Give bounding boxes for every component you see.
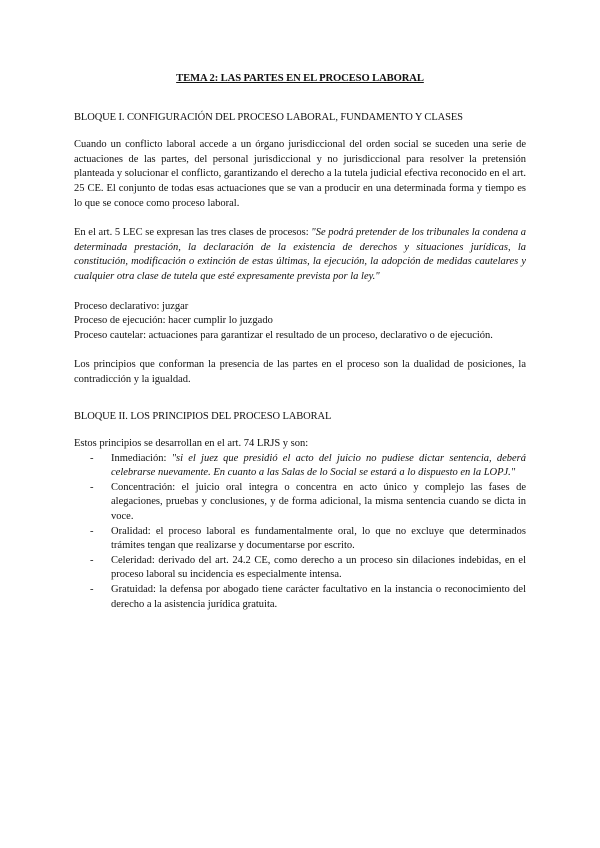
list-item [74, 554, 526, 583]
spacer [74, 343, 526, 358]
list-item [74, 583, 526, 612]
bullet-dash: - [90, 554, 94, 566]
principle-label: Inmediación: [111, 452, 172, 464]
process-type-line: Proceso de ejecución: hacer cumplir lo juzgado [74, 315, 273, 327]
bullet-dash: - [90, 481, 94, 493]
principle-quote: "si el juez que presidió el acto del juicio no pudiese dictar sentencia, deberá celebrarse nuevamente. En cuanto a las Salas de lo Social se estará a lo dispuesto en la LOPJ." [111, 452, 527, 479]
paragraph-principios-partes: Los principios que conforman la presencia de las partes en el proceso son la dualidad de posiciones, la contradicción y la igualdad. [74, 359, 526, 385]
list-item [74, 525, 526, 554]
paragraph-art-5-intro: En el art. 5 LEC se expresan las tres clases de procesos: [74, 227, 312, 239]
bullet-dash: - [90, 452, 94, 464]
principles-list [74, 452, 526, 613]
principles-intro: Estos principios se desarrollan en el art. 74 LRJS y son: [74, 438, 309, 450]
principle-label: Concentración: [111, 481, 182, 493]
principle-label: Celeridad: [111, 554, 159, 566]
paragraph-art-5-lec [74, 226, 526, 284]
process-types-list [74, 300, 526, 344]
list-item [74, 452, 526, 481]
process-type-line: Proceso declarativo: juzgar [74, 300, 189, 312]
bullet-dash: - [90, 584, 94, 596]
list-item [74, 481, 526, 525]
section-heading-bloque-1: BLOQUE I. CONFIGURACIÓN DEL PROCESO LABORAL, FUNDAMENTO Y CLASES [74, 111, 463, 123]
principle-label: Oralidad: [111, 525, 156, 537]
quote-art-5-lec: "Se podrá pretender de los tribunales la condena a determinada prestación, la declaración de la existencia de derechos y situaciones jurídicas, la constitución, modificación o extinción de estas últimas, la ejecución, la adopción de medidas cautelares y cualquier otra clase de tutela que esté expresamente prevista por la ley." [74, 227, 527, 282]
process-type-line: Proceso cautelar: actuaciones para garantizar el resultado de un proceso, declarativo o de ejecución. [74, 329, 493, 341]
document-title: TEMA 2: LAS PARTES EN EL PROCESO LABORAL [176, 73, 424, 84]
paragraph-conflicto-laboral: Cuando un conflicto laboral accede a un órgano jurisdiccional del orden social se suceden una serie de actuaciones de las partes, del personal jurisdiccional y no jurisdiccional para resolver la pretensión planteada y solucionar el conflicto, garantizando el derecho a la tutela judicial efectiva reconocido en el art. 25 CE. El conjunto de todas esas actuaciones que se van a producir en una determinada forma y tiempo es lo que se conoce como proceso laboral. [74, 139, 526, 209]
principle-text: derivado del art. 24.2 CE, como derecho a un proceso sin dilaciones indebidas, en el proceso laboral su incidencia es especialmente intensa. [111, 554, 526, 581]
bullet-dash: - [90, 525, 94, 537]
section-heading-bloque-2: BLOQUE II. LOS PRINCIPIOS DEL PROCESO LABORAL [74, 410, 332, 422]
principle-text: el juicio oral integra o concentra en acto único y complejo las fases de alegaciones, pruebas y conclusiones, y de forma adicional, la misma sentencia cuando se dicta in voce. [111, 481, 526, 523]
principle-text: la defensa por abogado tiene carácter facultativo en la instancia o reconocimiento del derecho a la asistencia jurídica gratuita. [111, 584, 527, 610]
principle-label: Gratuidad: [111, 584, 160, 596]
principle-text: el proceso laboral es fundamentalmente oral, lo que no excluye que determinados trámites tengan que realizarse y documentarse por escrito. [111, 525, 526, 552]
